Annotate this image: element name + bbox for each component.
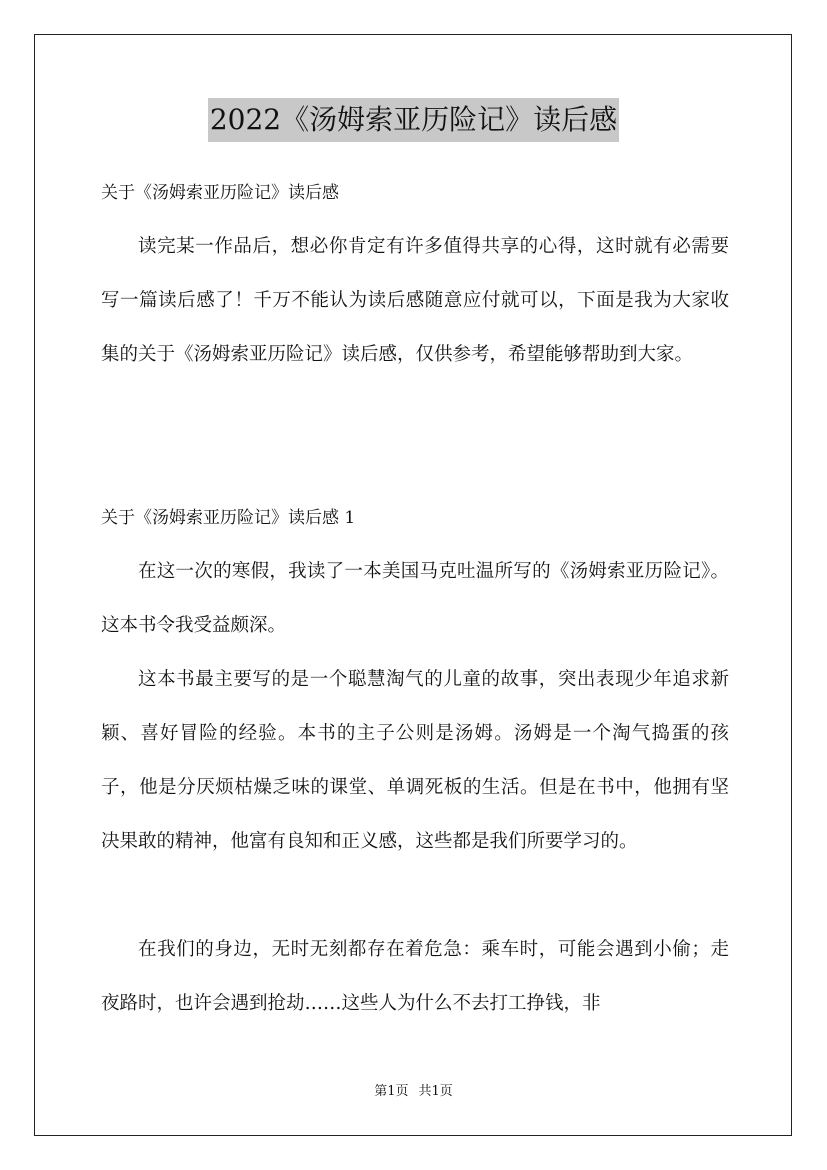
- body-paragraph: 在我们的身边，无时无刻都存在着危急：乘车时，可能会遇到小偷；走夜路时，也许会遇到抢劫……这些人为什么不去打工挣钱，非: [101, 939, 729, 1014]
- title-container: [0, 98, 827, 142]
- intro-paragraph: 读完某一作品后，想必你肯定有许多值得共享的心得，这时就有必需要写一篇读后感了！千万不能认为读后感随意应付就可以，下面是我为大家收集的关于《汤姆索亚历险记》读后感，仅供参考，希望能够帮助到大家。: [101, 236, 729, 365]
- body-paragraph: 在这一次的寒假，我读了一本美国马克吐温所写的《汤姆索亚历险记》。这本书令我受益颇深。: [101, 561, 729, 636]
- intro-heading: 关于《汤姆索亚历险记》读后感: [101, 183, 339, 203]
- page-footer: [0, 1083, 827, 1101]
- page-total: 共1页: [418, 1084, 453, 1099]
- section-heading-1: 关于《汤姆索亚历险记》读后感 1: [101, 508, 356, 528]
- body-paragraph: 这本书最主要写的是一个聪慧淘气的儿童的故事，突出表现少年追求新颖、喜好冒险的经验。本书的主子公则是汤姆。汤姆是一个淘气捣蛋的孩子，他是分厌烦枯燥乏味的课堂、单调死板的生活。但是在书中，他拥有坚决果敢的精神，他富有良知和正义感，这些都是我们所要学习的。: [101, 669, 729, 852]
- page-number: 第1页: [374, 1084, 409, 1099]
- document-title: 2022《汤姆索亚历险记》读后感: [208, 98, 619, 142]
